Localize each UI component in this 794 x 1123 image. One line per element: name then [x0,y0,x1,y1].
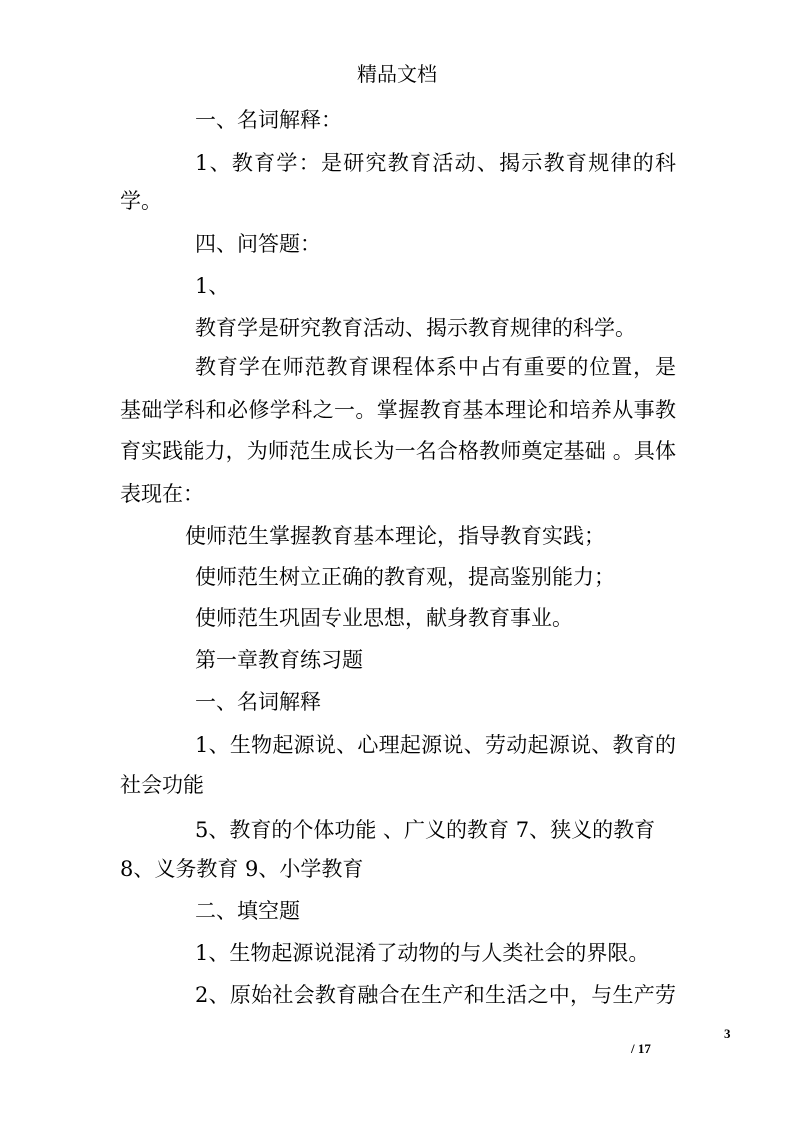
paragraph-line: 基础学科和必修学科之一。掌握教育基本理论和培养从事教 [120,398,676,422]
paragraph-line: 教育学是研究教育活动、揭示教育规律的科学。 [195,316,636,340]
paragraph-line: 1、生物起源说、心理起源说、劳动起源说、教育的 [195,733,676,757]
document-header: 精品文档 [357,62,437,86]
list-item: 使师范生巩固专业思想，献身教育事业。 [195,606,573,630]
paragraph-line: 5、教育的个体功能 、广义的教育 7、狭义的教育 [195,818,656,842]
page-total: / 17 [631,1041,651,1056]
section-heading: 二、填空题 [195,899,300,923]
chapter-heading: 第一章教育练习题 [195,648,363,672]
section-heading: 一、名词解释： [195,108,342,132]
paragraph-line: 2、原始社会教育融合在生产和生活之中，与生产劳 [195,983,676,1007]
paragraph-line: 8、义务教育 9、小学教育 [120,857,364,881]
paragraph-line: 表现在： [120,482,204,506]
paragraph-line: 1、 [195,274,230,298]
paragraph-line: 1、生物起源说混淆了动物的与人类社会的界限。 [195,941,650,965]
list-item: 使师范生掌握教育基本理论，指导教育实践； [185,524,605,548]
section-heading: 一、名词解释 [195,690,321,714]
page-number: 3 [724,1026,731,1041]
paragraph-line: 学。 [120,189,162,213]
paragraph-line: 社会功能 [120,773,204,797]
paragraph-line: 教育学在师范教育课程体系中占有重要的位置，是 [195,355,676,379]
section-heading: 四、问答题： [195,232,321,256]
paragraph-line: 1、教育学：是研究教育活动、揭示教育规律的科 [195,151,676,175]
list-item: 使师范生树立正确的教育观，提高鉴别能力； [195,565,615,589]
paragraph-line: 育实践能力，为师范生成长为一名合格教师奠定基础 。具体 [120,439,676,463]
